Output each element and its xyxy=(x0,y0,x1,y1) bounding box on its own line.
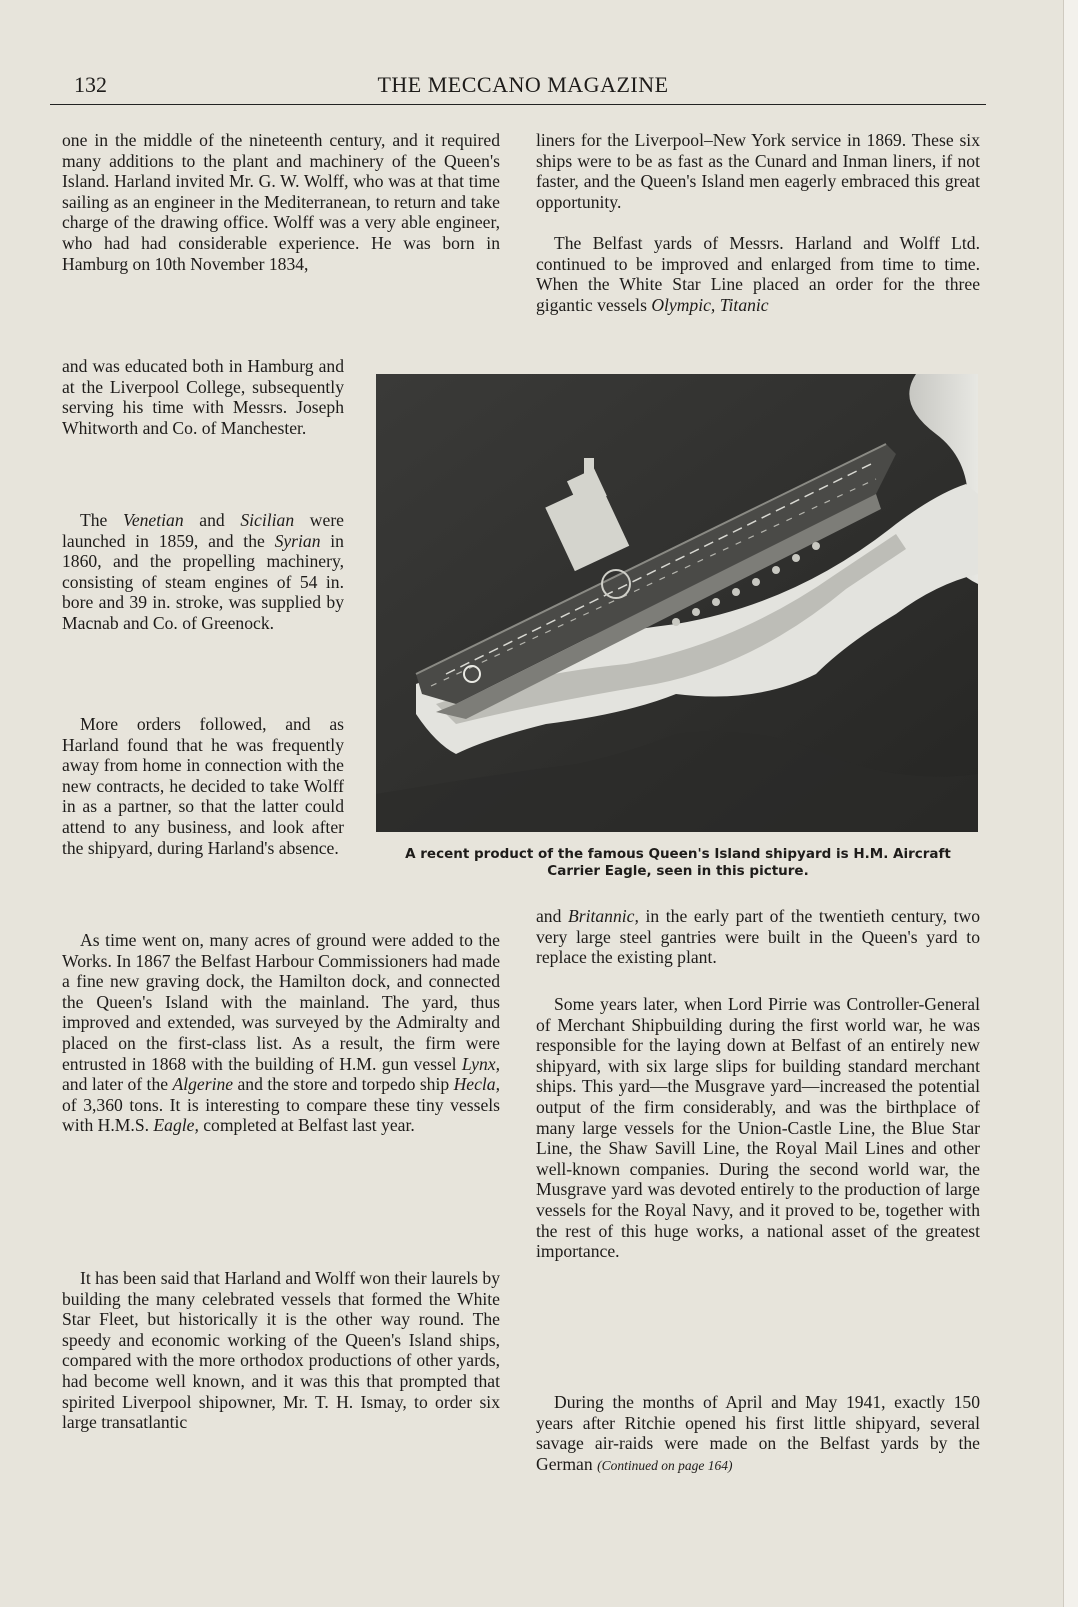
page-edge xyxy=(1063,0,1078,1607)
right-paragraph-5: During the months of April and May 1941, exactly 150 years after Ritchie opened his first little shipyard, several savage air-raids were made on the Belfast yards by the German (Continued on page 164) xyxy=(536,1392,980,1474)
right-paragraph-2: The Belfast yards of Messrs. Harland and Wolff Ltd. continued to be improved and enlarged from time to time. When the White Star Line placed an order for the three gigantic vessels Olympic, Titanic xyxy=(536,233,980,315)
left-paragraph-2: The Venetian and Sicilian were launched in 1859, and the Syrian in 1860, and the propelling machinery, consisting of steam engines of 54 in. bore and 39 in. stroke, was supplied by Macnab and Co. of Greenock. xyxy=(62,510,344,633)
left-paragraph-1: one in the middle of the nineteenth century, and it required many additions to the plant and machinery of the Queen's Island. Harland invited Mr. G. W. Wolff, who was at that time sailing as an engineer in the Mediterranean, to return and take charge of the drawing office. Wolff was a very able engineer, who had had considerable experience. He was born in Hamburg on 10th November 1834, xyxy=(62,130,500,274)
header-rule xyxy=(50,104,986,105)
magazine-title: THE MECCANO MAGAZINE xyxy=(377,72,669,97)
left-paragraph-4: As time went on, many acres of ground were added to the Works. In 1867 the Belfast Harbour Commissioners had made a fine new graving dock, the Hamilton dock, and connected the Queen's Island with the mainland. The yard, thus improved and extended, was surveyed by the Admiralty and placed on the first-class list. As a result, the firm were entrusted in 1868 with the building of H.M. gun vessel Lynx, and later of the Algerine and the store and torpedo ship Hecla, of 3,360 tons. It is interesting to compare these tiny vessels with H.M.S. Eagle, completed at Belfast last year. xyxy=(62,930,500,1136)
aircraft-carrier-photo xyxy=(376,374,978,832)
carrier-illustration xyxy=(376,374,978,832)
right-paragraph-4: Some years later, when Lord Pirrie was Controller-General of Merchant Shipbuilding during the first world war, he was responsible for the laying down at Belfast of an entirely new shipyard, with six large slips for building standard merchant ships. This yard—the Musgrave yard—increased the potential output of the firm considerably, and was the birthplace of many large vessels for the Union-Castle Line, the Blue Star Line, the Shaw Savill Line, the Royal Mail Lines and other well-known companies. During the second world war, the Musgrave yard was devoted entirely to the production of large vessels for the Royal Navy, and it proved to be, together with the rest of this huge works, a national asset of the greatest importance. xyxy=(536,994,980,1262)
photo-caption: A recent product of the famous Queen's Island shipyard is H.M. Aircraft Carrier Eagle, seen in this picture. xyxy=(405,846,951,879)
left-paragraph-1-continued: and was educated both in Hamburg and at the Liverpool College, subsequently serving his time with Messrs. Joseph Whitworth and Co. of Manchester. xyxy=(62,356,344,438)
left-paragraph-5: It has been said that Harland and Wolff won their laurels by building the many celebrated vessels that formed the White Star Fleet, but historically it is the other way round. The speedy and economic working of the Queen's Island ships, compared with the more orthodox productions of other yards, had become well known, and it was this that prompted that spirited Liverpool shipowner, Mr. T. H. Ismay, to order six large transatlantic xyxy=(62,1268,500,1433)
continued-note: (Continued on page 164) xyxy=(597,1457,733,1473)
page-header xyxy=(58,72,988,102)
page-number: 132 xyxy=(74,72,107,97)
right-paragraph-3: and Britannic, in the early part of the twentieth century, two very large steel gantries were built in the Queen's yard to replace the existing plant. xyxy=(536,906,980,968)
right-paragraph-1: liners for the Liverpool–New York service in 1869. These six ships were to be as fast as the Cunard and Inman liners, if not faster, and the Queen's Island men eagerly embraced this great opportunity. xyxy=(536,130,980,212)
left-paragraph-3: More orders followed, and as Harland found that he was frequently away from home in connection with the new contracts, he decided to take Wolff in as a partner, so that the latter could attend to any business, and look after the shipyard, during Harland's absence. xyxy=(62,714,344,858)
